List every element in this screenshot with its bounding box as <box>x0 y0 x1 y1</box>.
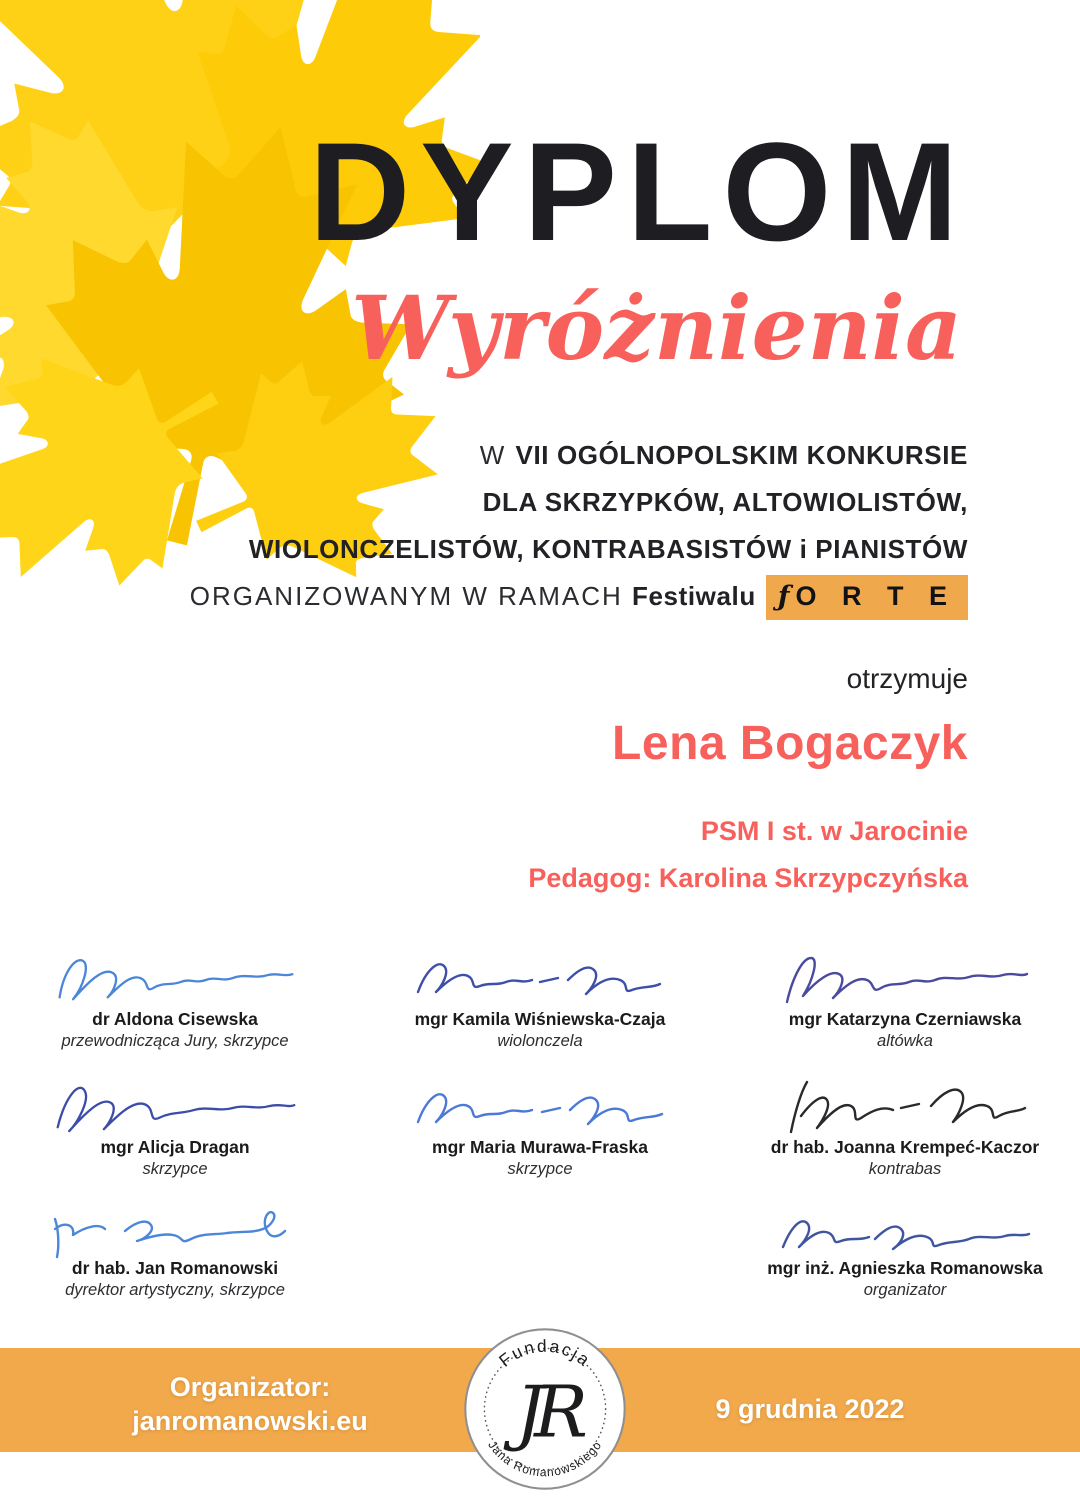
signature-block-krempec <box>740 1076 1070 1180</box>
intro-line-1-light: W <box>479 440 516 470</box>
footer-organizer-block <box>30 1370 470 1438</box>
recipient-teacher: Pedagog: Karolina Skrzypczyńska <box>528 863 968 894</box>
signature-row-3 <box>10 1203 1070 1301</box>
signer-role: przewodnicząca Jury, skrzypce <box>61 1031 289 1050</box>
signer-name: mgr Alicja Dragan <box>100 1137 250 1157</box>
signature-block-romanowski <box>10 1203 340 1301</box>
recipient-name: Lena Bogaczyk <box>612 716 968 770</box>
forte-festival-badge <box>766 575 968 620</box>
signature-stroke-icon <box>25 1203 325 1261</box>
forte-f-glyph: ƒ <box>777 581 796 612</box>
receives-label: otrzymuje <box>846 663 968 694</box>
signer-role: dyrektor artystyczny, skrzypce <box>65 1280 285 1299</box>
organizer-label: Organizator: <box>169 1372 331 1402</box>
signer-name: dr hab. Jan Romanowski <box>71 1258 279 1278</box>
signature-block-czerniawska <box>740 948 1070 1052</box>
signature-stroke-icon <box>775 948 1035 1012</box>
festival-name: Festiwalu <box>631 581 756 611</box>
signer-name: dr hab. Joanna Krempeć-Kaczor <box>770 1137 1040 1157</box>
signer-name: mgr Kamila Wiśniewska-Czaja <box>414 1009 666 1029</box>
signature-stroke-icon <box>755 1203 1055 1261</box>
award-subtitle: Wyróżnienia <box>351 276 962 380</box>
seal-top-text: Fundacja <box>495 1335 596 1371</box>
recipient-school: PSM I st. w Jarocinie <box>700 815 968 846</box>
signer-role: organizator <box>863 1280 947 1299</box>
forte-letters: O R T E <box>795 581 956 611</box>
intro-line-3: WIOLONCZELISTÓW, KONTRABASISTÓW i PIANISTÓW <box>248 534 968 564</box>
intro-line-1-bold: VII OGÓLNOPOLSKIM KONKURSIE <box>515 440 968 470</box>
foundation-seal-logo <box>462 1326 628 1492</box>
body-text-block <box>40 432 968 895</box>
signature-stroke-icon <box>765 1076 1045 1140</box>
signature-row-2 <box>10 1076 1070 1180</box>
signer-role: altówka <box>877 1031 933 1050</box>
page-title: DYPLOM <box>309 113 968 270</box>
signature-block-cisewska <box>10 948 340 1052</box>
signer-name: mgr Katarzyna Czerniawska <box>788 1009 1022 1029</box>
signature-stroke-icon <box>395 1076 685 1140</box>
signature-block-murawa <box>340 1076 740 1180</box>
signer-name: mgr Maria Murawa-Fraska <box>432 1137 648 1157</box>
seal-bottom-text: Jana Romanowskiego <box>485 1438 605 1480</box>
signer-role: skrzypce <box>507 1159 573 1178</box>
signature-block-wisniewska <box>340 948 740 1052</box>
signer-role: kontrabas <box>868 1159 942 1178</box>
organizer-website: janromanowski.eu <box>132 1406 368 1436</box>
signature-stroke-icon <box>50 948 300 1012</box>
seal-monogram: JR <box>515 1370 578 1454</box>
intro-line-2: DLA SKRZYPKÓW, ALTOWIOLISTÓW, <box>482 487 968 517</box>
signature-row-1 <box>10 948 1070 1052</box>
signer-role: wiolonczela <box>497 1031 583 1050</box>
signature-block-romanowska <box>740 1203 1070 1301</box>
signature-block-dragan <box>10 1076 340 1180</box>
signer-role: skrzypce <box>142 1159 208 1178</box>
signer-name: dr Aldona Cisewska <box>92 1009 258 1029</box>
intro-line-1 <box>40 432 968 479</box>
footer-date: 9 grudnia 2022 <box>715 1394 905 1424</box>
signature-stroke-icon <box>50 1076 300 1140</box>
signer-name: mgr inż. Agnieszka Romanowska <box>767 1258 1043 1278</box>
intro-line-4-light: ORGANIZOWANYM W RAMACH <box>189 581 632 611</box>
signature-stroke-icon <box>390 948 690 1012</box>
intro-line-4 <box>40 573 968 620</box>
